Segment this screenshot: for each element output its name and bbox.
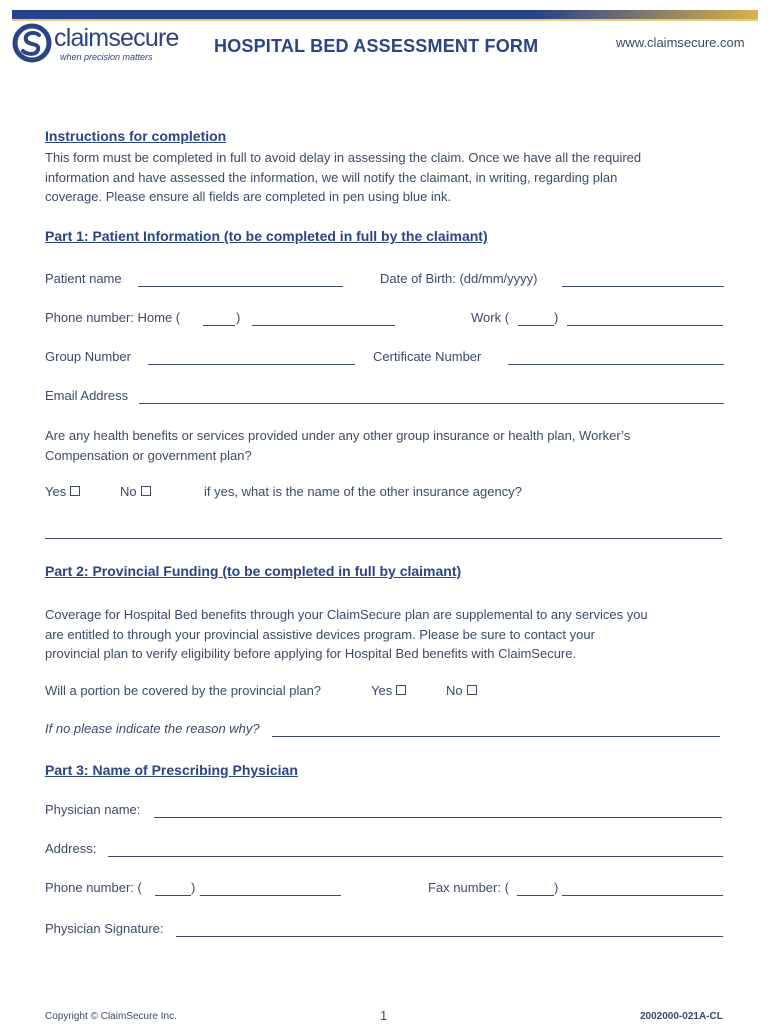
provincial-funding-text	[45, 605, 745, 664]
form-code: 2002000-021A-CL	[640, 1011, 723, 1022]
email-label: Email Address	[45, 388, 129, 403]
physician-phone-area-code-field[interactable]	[155, 895, 191, 896]
reason-field[interactable]	[272, 736, 720, 737]
website-link[interactable]: www.claimsecure.com	[616, 35, 745, 50]
part3-heading: Part 3: Name of Prescribing Physician	[45, 762, 298, 778]
instructions-heading: Instructions for completion	[45, 128, 227, 144]
page-number: 1	[380, 1008, 388, 1023]
no-checkbox[interactable]	[467, 685, 477, 695]
phone-home-paren: )	[236, 310, 241, 325]
provincial-line: are entitled to through your provincial assistive devices program. Please be sure to contact your	[45, 626, 595, 642]
part2-heading: Part 2: Provincial Funding (to be completed in full by claimant)	[45, 563, 462, 579]
patient-name-label: Patient name	[45, 271, 122, 286]
header-color-bar	[12, 10, 758, 19]
physician-phone-label: Phone number: (	[45, 880, 142, 895]
certificate-number-label: Certificate Number	[373, 349, 482, 364]
certificate-number-field[interactable]	[508, 364, 724, 365]
no-label: No	[120, 484, 137, 499]
form-title: HOSPITAL BED ASSESSMENT FORM	[214, 36, 539, 56]
yes-checkbox[interactable]	[396, 685, 406, 695]
physician-name-label: Physician name:	[45, 802, 141, 817]
physician-phone-paren: )	[191, 880, 196, 895]
dob-field[interactable]	[562, 286, 724, 287]
fax-number-field[interactable]	[562, 895, 723, 896]
patient-name-field[interactable]	[138, 286, 343, 287]
work-phone-paren: )	[554, 310, 559, 325]
work-phone-label: Work (	[471, 310, 510, 325]
other-coverage-yes-option[interactable]	[45, 484, 80, 499]
group-number-label: Group Number	[45, 349, 131, 364]
fax-area-code-field[interactable]	[517, 895, 554, 896]
phone-home-number-field[interactable]	[252, 325, 395, 326]
other-coverage-question	[45, 426, 745, 465]
provincial-line: provincial plan to verify eligibility before applying for Hospital Bed benefits with ClaimSecure.	[45, 646, 577, 661]
address-label: Address:	[45, 841, 97, 856]
email-field[interactable]	[139, 403, 724, 404]
reason-label: If no please indicate the reason why?	[45, 721, 260, 736]
other-agency-label: if yes, what is the name of the other insurance agency?	[204, 484, 522, 499]
yes-label: Yes	[371, 683, 393, 698]
signature-label: Physician Signature:	[45, 921, 164, 936]
group-number-field[interactable]	[148, 364, 355, 365]
fax-paren: )	[554, 880, 559, 895]
fax-label: Fax number: (	[428, 880, 509, 895]
address-field[interactable]	[108, 856, 723, 857]
copyright-text: Copyright © ClaimSecure Inc.	[45, 1011, 177, 1022]
instructions-line: information and have assessed the information, we will notify the claimant, in writing, regarding plan	[45, 169, 618, 185]
phone-home-label: Phone number: Home (	[45, 310, 181, 325]
dob-label: Date of Birth: (dd/mm/yyyy)	[380, 271, 538, 286]
signature-field[interactable]	[176, 936, 723, 937]
provincial-yes-option[interactable]	[371, 683, 406, 698]
no-label: No	[446, 683, 463, 698]
instructions-line: This form must be completed in full to avoid delay in assessing the claim. Once we have all the required	[45, 150, 642, 165]
question-line: Compensation or government plan?	[45, 447, 252, 463]
no-checkbox[interactable]	[141, 486, 151, 496]
instructions-line: coverage. Please ensure all fields are completed in pen using blue ink.	[45, 189, 452, 204]
work-phone-number-field[interactable]	[567, 325, 723, 326]
work-phone-area-code-field[interactable]	[518, 325, 554, 326]
physician-name-field[interactable]	[154, 817, 722, 818]
header-accent-line	[12, 19, 758, 21]
provincial-line: Coverage for Hospital Bed benefits through your ClaimSecure plan are supplemental to any services you	[45, 607, 648, 622]
other-agency-field[interactable]	[45, 538, 722, 539]
provincial-no-option[interactable]	[446, 683, 477, 698]
claimsecure-logo-icon	[12, 23, 52, 63]
yes-label: Yes	[45, 484, 67, 499]
instructions-text	[45, 148, 745, 207]
question-line: Are any health benefits or services provided under any other group insurance or health plan, Worker’s	[45, 428, 631, 443]
physician-phone-number-field[interactable]	[200, 895, 341, 896]
other-coverage-no-option[interactable]	[120, 484, 151, 499]
part1-heading: Part 1: Patient Information (to be completed in full by the claimant)	[45, 228, 488, 244]
logo-wordmark: claimsecure	[54, 24, 179, 52]
yes-checkbox[interactable]	[70, 486, 80, 496]
logo-tagline: when precision matters	[60, 52, 153, 62]
phone-home-area-code-field[interactable]	[203, 325, 235, 326]
provincial-question: Will a portion be covered by the provincial plan?	[45, 683, 322, 698]
